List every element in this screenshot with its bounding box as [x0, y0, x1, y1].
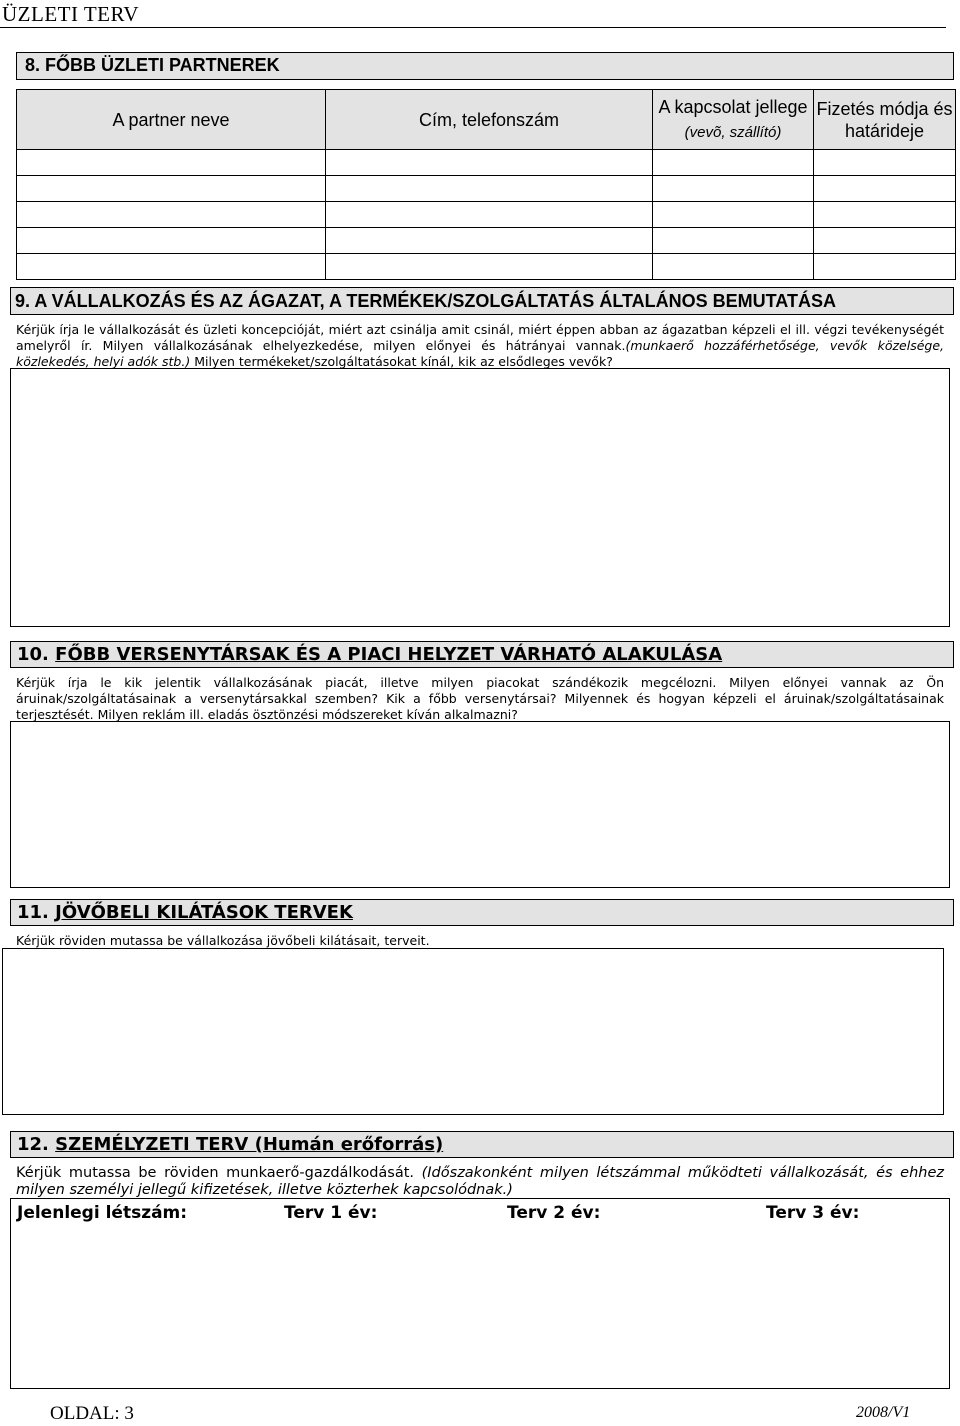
- section-9-answer-box[interactable]: [10, 368, 950, 627]
- table-cell[interactable]: [17, 176, 326, 202]
- plan-year-2-label: Terv 2 év:: [507, 1203, 601, 1223]
- table-cell[interactable]: [17, 150, 326, 176]
- section-12-instructions: Kérjük mutassa be röviden munkaerő-gazdálkodását. (Időszakonként milyen létszámmal működteti vállalkozását, és ehhez milyen személyi jellegű kifizetések, illetve közterhek kapcsolódnak.): [16, 1165, 944, 1198]
- partners-table-header: [17, 90, 956, 150]
- table-cell[interactable]: [814, 202, 956, 228]
- table-row: [17, 150, 956, 176]
- section-8-heading: 8. FŐBB ÜZLETI PARTNEREK: [25, 55, 280, 75]
- section-9-heading-bar: [10, 287, 954, 315]
- table-row: [17, 202, 956, 228]
- table-cell[interactable]: [653, 254, 814, 280]
- section-9-heading: 9. A VÁLLALKOZÁS ÉS AZ ÁGAZAT, A TERMÉKEK/SZOLGÁLTATÁS ÁLTALÁNOS BEMUTATÁSA: [15, 291, 836, 311]
- table-row: [17, 228, 956, 254]
- table-cell[interactable]: [814, 254, 956, 280]
- col-header-partner-name: A partner neve: [17, 90, 326, 150]
- section-11-answer-box[interactable]: [2, 948, 944, 1115]
- section-10-answer-box[interactable]: [10, 721, 950, 888]
- page-number: OLDAL: 3: [50, 1403, 134, 1424]
- table-cell[interactable]: [814, 176, 956, 202]
- header-rule: [0, 27, 946, 28]
- section-8-heading-bar: [16, 52, 954, 80]
- table-cell[interactable]: [326, 228, 653, 254]
- section-11-heading-bar: [10, 899, 954, 926]
- table-cell[interactable]: [17, 202, 326, 228]
- table-row: [17, 176, 956, 202]
- col-header-payment: Fizetés módja és határideje: [814, 90, 956, 150]
- table-cell[interactable]: [653, 228, 814, 254]
- table-cell[interactable]: [17, 254, 326, 280]
- plan-year-3-label: Terv 3 év:: [766, 1203, 860, 1223]
- table-row: [17, 254, 956, 280]
- section-12-heading-bar: [10, 1131, 954, 1158]
- current-staff-label: Jelenlegi létszám:: [17, 1203, 188, 1223]
- table-cell[interactable]: [653, 176, 814, 202]
- table-cell[interactable]: [326, 150, 653, 176]
- section-12-answer-box[interactable]: [10, 1198, 950, 1389]
- table-cell[interactable]: [814, 150, 956, 176]
- partners-table: [16, 89, 956, 280]
- section-10-heading-bar: [10, 641, 954, 668]
- section-10-heading: 10. FŐBB VERSENYTÁRSAK ÉS A PIACI HELYZET VÁRHATÓ ALAKULÁSA: [17, 644, 723, 665]
- table-cell[interactable]: [326, 254, 653, 280]
- section-9-instructions: Kérjük írja le vállalkozását és üzleti koncepcióját, miért azt csinálja amit csinál, miért éppen abban az ágazatban képzeli el ill. végzi tevékenységét amelyről ír. Milyen vállalkozásának elhelyezkedése, milyen előnyei és hátrányai vannak.(munkaerő hozzáférhetősége, vevők közelsége, közlekedés, helyi adók stb.) Milyen termékeket/szolgáltatásokat kínál, kik az elsődleges vevők?: [16, 322, 944, 369]
- document-version: 2008/V1: [856, 1404, 911, 1421]
- table-cell[interactable]: [326, 202, 653, 228]
- table-cell[interactable]: [814, 228, 956, 254]
- table-cell[interactable]: [653, 202, 814, 228]
- table-cell[interactable]: [326, 176, 653, 202]
- table-cell[interactable]: [17, 228, 326, 254]
- section-11-instructions: Kérjük röviden mutassa be vállalkozása jövőbeli kilátásait, terveit.: [16, 933, 430, 948]
- col-header-address: Cím, telefonszám: [326, 90, 653, 150]
- table-cell[interactable]: [653, 150, 814, 176]
- section-10-instructions: Kérjük írja le kik jelentik vállalkozásának piacát, illetve milyen piacokat szándékozik megcélozni. Milyen előnyei vannak az Ön áruinak/szolgáltatásainak a versenytársakkal szemben? Kik a főbb versenytársai? Milyennek és hogyan képzeli el áruinak/szolgáltatásainak terjesztését. Milyen reklám ill. eladás ösztönzési módszereket kíván alkalmazni?: [16, 675, 944, 722]
- col-header-relation: A kapcsolat jellege (vevõ, szállító): [653, 90, 814, 150]
- section-11-heading: 11. JÖVŐBELI KILÁTÁSOK TERVEK: [17, 902, 353, 923]
- section-12-heading: 12. SZEMÉLYZETI TERV (Humán erőforrás): [17, 1134, 444, 1155]
- plan-year-1-label: Terv 1 év:: [284, 1203, 378, 1223]
- document-title: ÜZLETI TERV: [2, 2, 139, 26]
